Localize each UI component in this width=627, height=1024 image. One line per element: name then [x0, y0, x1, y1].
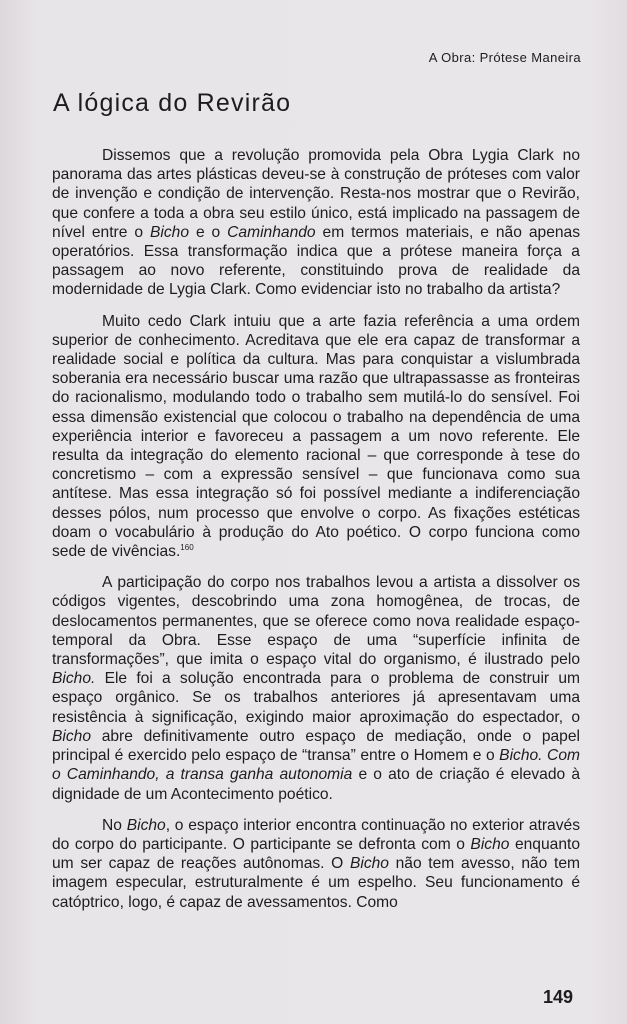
page-number: 149 [542, 987, 573, 1007]
text-run: e o [189, 223, 228, 241]
text-run: em termos materiais, e não apenas operatórios. Essa transformação indica que a prótese maneira força a passagem ao novo referente, constituindo prova de realidade da modernidade de Lygia Clark. Como evidenciar isto no trabalho da artista? [52, 223, 581, 299]
italic-text: Bicho [470, 835, 510, 853]
text-run: enquanto um ser capaz de reações autônomas. O [52, 835, 580, 873]
italic-text: Bicho [349, 855, 389, 873]
running-head: A Obra: Prótese Maneira [428, 50, 581, 65]
text-run: abre definitivamente outro espaço de mediação, onde o papel principal é exercido pelo espaço de “transa” entre o Homem e o [52, 727, 580, 765]
body-text [52, 146, 580, 924]
footnote-marker: 160 [180, 543, 194, 553]
text-run: A participação do corpo nos trabalhos levou a artista a dissolver os códigos vigentes, descobrindo uma zona homogênea, de trocas, de deslocamentos permanentes, que se oferece como nova realidade espaço-temporal da Obra. Esse espaço de uma “superfície infinita de transformações”, que imita o espaço vital do organismo, é ilustrado pelo [52, 574, 580, 669]
paragraph [52, 816, 580, 912]
text-run: No [102, 816, 127, 834]
italic-text: Bicho [52, 727, 92, 745]
paragraph [52, 146, 580, 300]
text-run: Muito cedo Clark intuiu que a arte fazia referência a uma ordem superior de conhecimento. Acreditava que ele era capaz de transformar a realidade social e política da cultura. Mas para conquistar a vislumbrada soberania era necessário buscar uma razão que ultrapassasse as fronteiras do racionalismo, modulando todo o trabalho sem mutilá-lo do sensível. Foi essa dimensão existencial que colocou o trabalho na dependência de uma experiência interior e favoreceu a passagem a um novo referente. Ele resulta da integração do elemento racional – que corresponde à tese do concretismo – com a expressão sensível – que funcionava como sua antítese. Mas essa integração só foi possível mediante a indiferenciação desses pólos, num processo que envolve o corpo. As fixações estéticas doam o vocabulário à produção do Ato poético. O corpo funciona como sede de vivências. [52, 312, 580, 561]
text-run: Dissemos que a revolução promovida pela Obra Lygia Clark no panorama das artes plásticas deveu-se à construção de próteses com valor de invenção e condição de intervenção. Resta-nos mostrar que o Revirão, que confere a toda a obra seu estilo único, está implicado na passagem de nível entre o [52, 147, 580, 241]
paragraph [52, 312, 580, 562]
text-run: Ele foi a solução encontrada para o problema de construir um espaço orgânico. Se os trabalhos anteriores já apresentavam uma resistência à significação, exigindo maior aproximação do espectador, o [52, 670, 580, 726]
paragraph [52, 573, 580, 803]
italic-text: Caminhando [227, 223, 316, 241]
italic-text: Bicho. [52, 670, 96, 688]
italic-text: Bicho. Com o Caminhando, a transa ganha autonomia [52, 747, 580, 784]
text-run: e o ato de criação é elevado à dignidade de um Acontecimento poético. [52, 766, 580, 803]
italic-text: Bicho [149, 223, 189, 241]
section-title: A lógica do Revirão [53, 89, 292, 117]
text-run: não tem avesso, não tem imagem especular, estruturalmente é um espelho. Seu funcionamento é catóptrico, logo, é capaz de avessamentos. Como [52, 855, 580, 911]
text-run: , o espaço interior encontra continuação no exterior através do corpo do participante. O participante se defronta com o [52, 816, 580, 853]
italic-text: Bicho [126, 816, 166, 834]
